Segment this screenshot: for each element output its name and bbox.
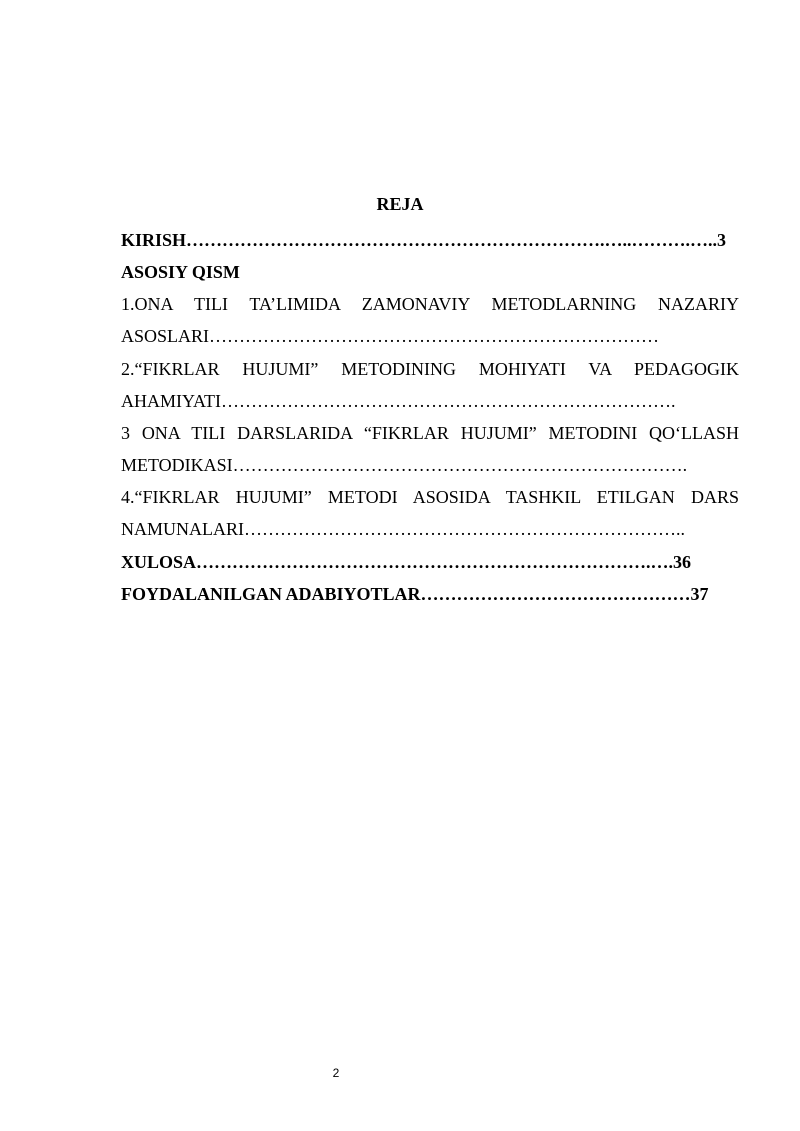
toc-entry-foydalanilgan-adabiyotlar: FOYDALANILGAN ADABIYOTLAR………………………………………37: [121, 584, 709, 604]
toc-entry-2-line1: 2.“FIKRLAR HUJUMI” METODINING MOHIYATI VA PEDAGOGIK: [121, 359, 739, 379]
page-title: REJA: [376, 194, 424, 214]
toc-entry-kirish: KIRISH…………………………………………………………….…..……….…..3: [121, 230, 727, 250]
toc-entry-1-line1: 1.ONA TILI TA’LIMIDA ZAMONAVIY METODLARNING NAZARIY: [121, 294, 739, 314]
toc-entry-3-line2: METODIKASI………………………………………………………………….: [121, 455, 688, 475]
toc-entry-2-line2: AHAMIYATI………………………………………………………………….: [121, 391, 676, 411]
toc-entry-1-line2: ASOSLARI…………………………………………………………………: [121, 326, 660, 346]
toc-section-asosiy-qism: ASOSIY QISM: [121, 262, 240, 282]
toc-entry-4-line2: NAMUNALARI………………………………………………………………..: [121, 519, 685, 539]
toc-entry-4-line1: 4.“FIKRLAR HUJUMI” METODI ASOSIDA TASHKIL ETILGAN DARS: [121, 487, 739, 507]
toc-entry-3-line1: 3 ONA TILI DARSLARIDA “FIKRLAR HUJUMI” METODINI QO‘LLASH: [121, 423, 739, 443]
toc-entry-xulosa: XULOSA………………………………………………………………….….36: [121, 552, 692, 572]
page-number: 2: [332, 1066, 340, 1080]
